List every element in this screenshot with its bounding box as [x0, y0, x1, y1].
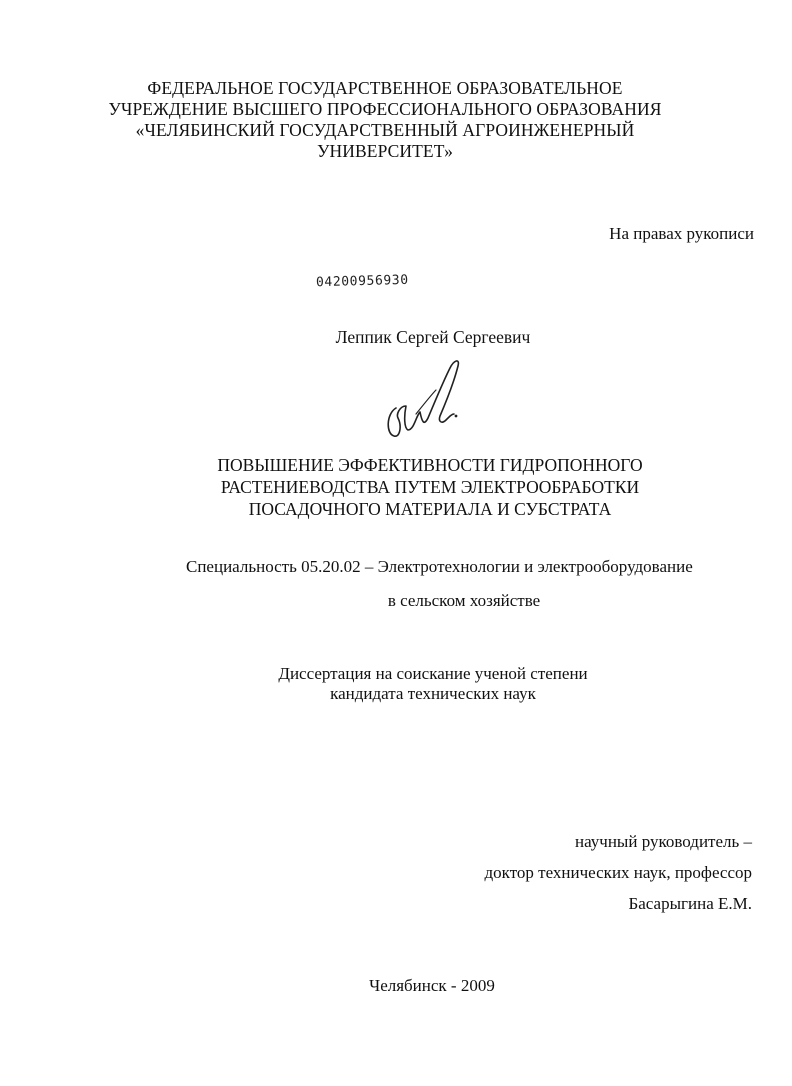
title-line-1: ПОВЫШЕНИЕ ЭФФЕКТИВНОСТИ ГИДРОПОННОГО: [217, 455, 643, 475]
manuscript-rights: На правах рукописи: [609, 224, 754, 243]
degree-line-2: кандидата технических наук: [330, 684, 536, 703]
supervisor-name: Басарыгина Е.М.: [628, 894, 752, 913]
signature-image: [380, 356, 470, 452]
city-year: Челябинск - 2009: [369, 976, 495, 995]
supervisor-rank: доктор технических наук, профессор: [484, 863, 752, 882]
specialty-line-2: в сельском хозяйстве: [387, 591, 541, 610]
supervisor-block: [485, 826, 752, 919]
institution-line-4: УНИВЕРСИТЕТ»: [317, 141, 453, 161]
institution-header: [100, 78, 670, 162]
dissertation-title: [130, 454, 730, 520]
institution-line-1: ФЕДЕРАЛЬНОЕ ГОСУДАРСТВЕННОЕ ОБРАЗОВАТЕЛЬНОЕ: [147, 78, 623, 98]
degree-line-1: Диссертация на соискание ученой степени: [278, 664, 588, 683]
institution-line-3: «ЧЕЛЯБИНСКИЙ ГОСУДАРСТВЕННЫЙ АГРОИНЖЕНЕРНЫЙ: [135, 120, 635, 140]
institution-line-2: УЧРЕЖДЕНИЕ ВЫСШЕГО ПРОФЕССИОНАЛЬНОГО ОБРАЗОВАНИЯ: [108, 99, 662, 119]
author-name: Леппик Сергей Сергеевич: [335, 327, 531, 347]
degree-statement: [0, 664, 792, 704]
supervisor-role: научный руководитель –: [575, 832, 752, 851]
title-line-2: РАСТЕНИЕВОДСТВА ПУТЕМ ЭЛЕКТРООБРАБОТКИ: [220, 477, 640, 497]
archive-number-stamp: 04200956930: [315, 272, 409, 291]
specialty-line-1: Специальность 05.20.02 – Электротехнологии и электрооборудование: [186, 557, 693, 576]
title-line-3: ПОСАДОЧНОГО МАТЕРИАЛА И СУБСТРАТА: [248, 499, 612, 519]
